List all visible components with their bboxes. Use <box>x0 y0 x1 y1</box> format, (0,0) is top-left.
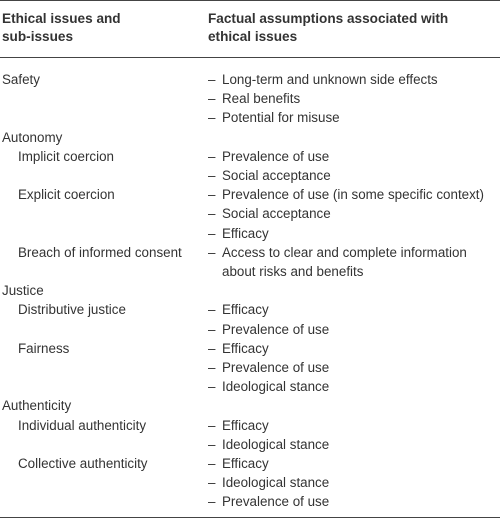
assumption-item <box>208 435 500 454</box>
sub-issue-label: Distributive justice <box>18 302 126 318</box>
assumption-text: Prevalence of use <box>222 494 330 510</box>
assumption-item <box>208 320 500 339</box>
header-factual-assumptions: Factual assumptions associated with ethical issues <box>208 11 449 44</box>
assumption-cell <box>208 396 500 415</box>
assumption-cell <box>208 281 500 300</box>
assumption-cell <box>208 166 500 185</box>
assumption-cell <box>208 358 500 377</box>
table-row <box>0 320 500 339</box>
assumption-text: Ideological stance <box>222 379 330 395</box>
assumption-text: Social acceptance <box>222 206 331 222</box>
assumption-text: Long-term and unknown side effects <box>222 72 438 87</box>
sub-issue-label <box>0 492 208 511</box>
assumption-item <box>208 224 500 243</box>
sub-issue-label: Breach of informed consent <box>18 244 182 260</box>
assumption-cell <box>208 454 500 473</box>
dash-bullet: – <box>208 494 216 510</box>
assumption-text: Prevalence of use <box>222 148 330 164</box>
table-row <box>0 243 500 262</box>
sub-issue-label: Individual authenticity <box>18 417 147 433</box>
assumption-cell <box>208 204 500 223</box>
table-row <box>0 416 500 435</box>
assumption-cell <box>208 320 500 339</box>
assumption-text: Ideological stance <box>222 436 330 452</box>
assumption-text: Prevalence of use (in some specific context) <box>222 187 484 203</box>
sub-issue-label: Explicit coercion <box>18 187 115 203</box>
assumption-item <box>208 147 500 166</box>
assumption-item <box>208 70 500 89</box>
assumption-item <box>208 492 500 511</box>
table-row <box>0 89 500 108</box>
issue-label: Authenticity <box>2 398 72 414</box>
dash-bullet: – <box>208 168 216 184</box>
dash-bullet: – <box>208 379 216 395</box>
dash-bullet: – <box>208 244 216 260</box>
table-row <box>0 70 500 89</box>
dash-bullet: – <box>208 148 216 164</box>
assumption-text: Real benefits <box>222 91 301 107</box>
sub-issue-label <box>0 166 208 185</box>
table-bottom-rule <box>0 517 500 518</box>
table-row <box>0 396 500 415</box>
assumption-text: Prevalence of use <box>222 360 330 376</box>
issue-label: Safety <box>2 72 40 87</box>
sub-issue-label <box>0 435 208 454</box>
assumption-cell <box>208 300 500 319</box>
dash-bullet: – <box>208 436 216 452</box>
sub-issue-label: Fairness <box>18 340 70 356</box>
assumption-item <box>208 454 500 473</box>
sub-issue-label <box>0 224 208 243</box>
sub-issue-label <box>0 204 208 223</box>
table-row <box>0 147 500 166</box>
assumption-item <box>208 166 500 185</box>
assumption-text: Prevalence of use <box>222 321 330 337</box>
dash-bullet: – <box>208 187 216 203</box>
assumption-cell <box>208 262 500 281</box>
assumption-text: Social acceptance <box>222 168 331 184</box>
assumption-cell <box>208 243 500 262</box>
assumption-cell <box>208 128 500 147</box>
dash-bullet: – <box>208 340 216 356</box>
sub-issue-label <box>0 473 208 492</box>
sub-issue-label: Implicit coercion <box>18 148 114 164</box>
assumption-cell <box>208 377 500 396</box>
dash-bullet: – <box>208 321 216 337</box>
table-body <box>0 70 500 512</box>
issue-label: Justice <box>2 283 44 299</box>
sub-issue-label <box>0 358 208 377</box>
assumption-cell <box>208 224 500 243</box>
assumption-item <box>208 204 500 223</box>
assumption-item <box>208 416 500 435</box>
assumption-cell <box>208 70 500 89</box>
issue-label <box>0 108 208 127</box>
assumption-cell <box>208 185 500 204</box>
assumption-item <box>208 243 500 262</box>
assumption-text: Efficacy <box>222 302 269 318</box>
table-row <box>0 166 500 185</box>
sub-issue-label <box>0 262 208 281</box>
table-row <box>0 108 500 127</box>
assumption-cell <box>208 339 500 358</box>
assumption-item <box>208 358 500 377</box>
table-row <box>0 339 500 358</box>
assumption-text: Efficacy <box>222 225 269 241</box>
table-row <box>0 204 500 223</box>
assumption-text: Efficacy <box>222 417 269 433</box>
dash-bullet: – <box>208 225 216 241</box>
table-row <box>0 454 500 473</box>
assumption-cell <box>208 147 500 166</box>
dash-bullet: – <box>208 72 216 87</box>
table-row <box>0 377 500 396</box>
table-row <box>0 262 500 281</box>
header-rule <box>0 57 500 58</box>
issue-label <box>0 89 208 108</box>
dash-bullet: – <box>208 417 216 433</box>
dash-bullet: – <box>208 302 216 318</box>
table-row <box>0 435 500 454</box>
table-row <box>0 224 500 243</box>
assumption-item <box>208 377 500 396</box>
assumption-item <box>208 300 500 319</box>
assumption-cell <box>208 89 500 108</box>
table-top-rule <box>0 0 500 1</box>
assumption-cell <box>208 492 500 511</box>
table-row <box>0 492 500 511</box>
dash-bullet: – <box>208 206 216 222</box>
assumption-item <box>208 185 500 204</box>
assumption-text: Ideological stance <box>222 475 330 491</box>
sub-issue-label <box>0 320 208 339</box>
table-row <box>0 473 500 492</box>
sub-issue-label: Collective authenticity <box>18 456 148 472</box>
table-row <box>0 128 500 147</box>
assumption-text: Efficacy <box>222 340 269 356</box>
table-row <box>0 300 500 319</box>
dash-bullet: – <box>208 110 216 126</box>
assumption-item <box>208 339 500 358</box>
table-row <box>0 185 500 204</box>
assumption-text: Efficacy <box>222 456 269 472</box>
header-ethical-issues: Ethical issues and sub-issues <box>2 11 121 44</box>
assumption-text: Potential for misuse <box>222 110 340 126</box>
dash-bullet: – <box>208 456 216 472</box>
assumption-text: Access to clear and complete information <box>222 244 467 260</box>
assumption-cell <box>208 473 500 492</box>
table-row <box>0 358 500 377</box>
assumption-cell <box>208 108 500 127</box>
assumption-cell <box>208 435 500 454</box>
sub-issue-label <box>0 377 208 396</box>
assumption-item <box>208 473 500 492</box>
dash-bullet: – <box>208 360 216 376</box>
assumption-item <box>208 89 500 108</box>
assumption-cell <box>208 416 500 435</box>
dash-bullet: – <box>208 475 216 491</box>
issue-label: Autonomy <box>2 129 63 145</box>
table-row <box>0 281 500 300</box>
dash-bullet: – <box>208 91 216 107</box>
assumption-item <box>208 108 500 127</box>
assumption-text: about risks and benefits <box>222 264 364 280</box>
